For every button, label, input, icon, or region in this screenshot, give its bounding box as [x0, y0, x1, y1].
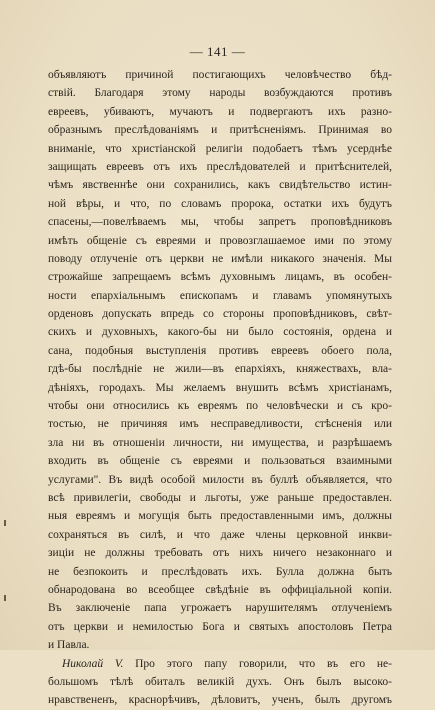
text-line: имѣть общеніе съ евреями и провозглашаемое ими по этому [48, 234, 392, 247]
text-line: скихъ и духовныхъ, какого-бы ни было состоянія, ордена и [48, 326, 392, 339]
text-line-rest: Про этого папу говорили, что въ его не- [123, 657, 392, 670]
text-line: евреевъ, убиваютъ, мучаютъ и подвергаютъ ихъ разно- [48, 105, 392, 118]
text-line: дѣніяхъ, городахъ. Мы желаемъ внушить всѣмъ христіанамъ, [48, 381, 392, 394]
text-line: объявляютъ причиной постигающихъ человѣчество бѣд- [48, 69, 392, 81]
heading-name-italic: Николай V. [62, 657, 124, 670]
text-line: чтобы они относились къ евреямъ по человѣчески и съ кро- [48, 400, 392, 413]
text-line: отъ церкви и немилостью Бога и святыхъ апостоловъ Петра [48, 620, 392, 633]
margin-mark [4, 595, 6, 601]
text-line: образнымъ преслѣдованіямъ и притѣсненіямъ. Принимая во [48, 124, 392, 137]
text-line: большомъ тѣлѣ обиталъ великій духъ. Онъ былъ высоко- [48, 675, 392, 688]
text-line: сана, подобныя выступленія противъ евреевъ обоего пола, [48, 344, 392, 357]
text-line: всѣ привилегіи, свободы и льготы, уже раньше предоставлен. [48, 491, 392, 504]
text-line: не безпокоить и преслѣдовать ихъ. Булла должна быть [48, 565, 392, 578]
paragraph-2 [48, 655, 392, 710]
text-line: обнародована во всеобщее свѣдѣніе въ оффиціальной копіи. [48, 583, 392, 596]
text-line: спасены,—повелѣваемъ мы, чтобы запретъ проповѣдниковъ [48, 216, 392, 229]
text-line: входить въ общеніе съ евреями и пользоваться взаимными [48, 455, 392, 468]
text-line: зиціи не должны требовать отъ нихъ ничего незаконнаго и [48, 547, 392, 560]
text-line: Въ заключеніе папа угрожаетъ нарушителямъ отлученіемъ [48, 602, 392, 615]
text-line: чѣмъ явственнѣе они сохранились, какъ свидѣтельство истин- [48, 179, 392, 192]
paragraph-1 [48, 66, 392, 655]
text-line: строжайше запрещаемъ всѣмъ духовнымъ лицамъ, въ особен- [48, 271, 392, 284]
text-line: услугами". Въ видѣ особой милости въ буллѣ объявляется, что [48, 473, 392, 486]
text-line [48, 655, 392, 673]
text-line: орденовъ допускать впредь со стороны проповѣдниковъ, свѣт- [48, 308, 392, 321]
page-number: — 141 — [189, 44, 246, 59]
text-line: поводу отлученіе отъ церкви не имѣли никакого значенія. Мы [48, 252, 392, 265]
margin-mark [4, 520, 6, 526]
text-line: нравствененъ, краснорѣчивъ, дѣловитъ, ученъ, былъ другомъ [48, 694, 392, 707]
text-line: и Павла. [48, 639, 90, 652]
text-line: ной вѣры, и что, по словамъ пророка, остатки ихъ будутъ [48, 197, 392, 210]
text-line: тостью, не причиняя имъ несправедливости, стѣсненія или [48, 418, 392, 431]
body-text [48, 66, 392, 710]
text-line: гдѣ-бы послѣдніе не жили—въ епархіяхъ, княжествахъ, вла- [48, 363, 392, 376]
text-line: сохраняться въ силѣ, и что даже члены церковной инкви- [48, 528, 392, 541]
text-line: ности епархіальнымъ епископамъ и главамъ упомянутыхъ [48, 289, 392, 302]
text-line: ствій. Благодаря этому народы возбуждаются противъ [48, 87, 392, 100]
text-line: защищать евреевъ отъ ихъ преслѣдователей и притѣснителей, [48, 160, 392, 173]
text-line: зла ни въ отношеніи личности, ни имущества, и разрѣшаемъ [48, 436, 392, 449]
text-line: вниманіе, что христіанской религіи подобаетъ тѣмъ усерднѣе [48, 142, 392, 155]
text-line: ныя евреямъ и могущія быть предоставленными имъ, должны [48, 510, 392, 523]
